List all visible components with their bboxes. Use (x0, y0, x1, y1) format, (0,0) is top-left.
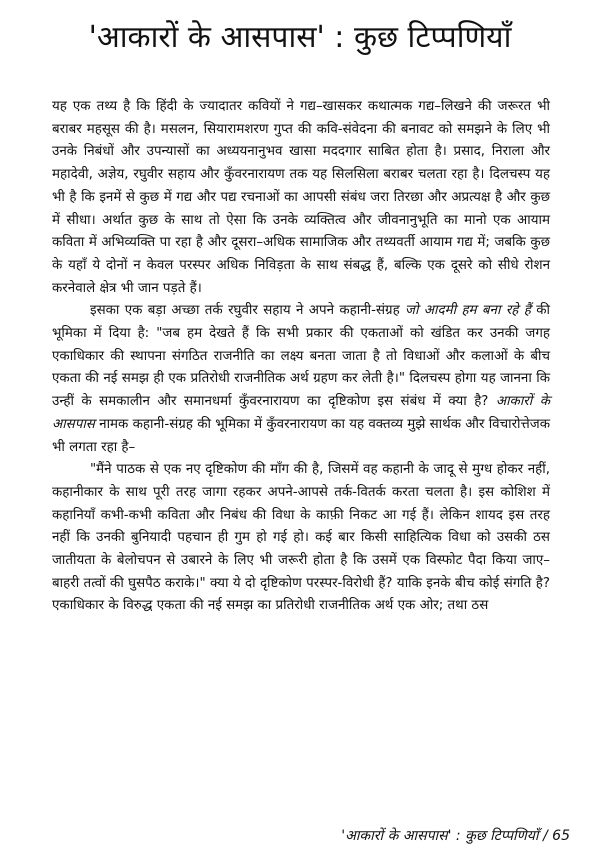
running-title: 'आकारों के आसपास' : कुछ टिप्पणियाँ (341, 828, 539, 844)
footer-separator: / (538, 828, 553, 844)
paragraph-2-text-b: की भूमिका में दिया है: "जब हम देखते हैं कि सभी प्रकार की एकताओं को खंडित कर उनकी जगह एकाधिकार की स्थापना संगठित राजनीति का लक्ष्य बनता जाता है तो विधाओं और कलाओं के बीच एकता की नई समझ ही एक प्रतिरोधी राजनीतिक अर्थ ग्रहण कर लेती है।" दिलचस्प होगा यह जानना कि उन्हीं के समकालीन और समानधर्मा कुँवरनारायण का दृष्टिकोण इस संबंध में क्या है? (52, 303, 550, 410)
page-footer (240, 826, 570, 846)
paragraph-2 (52, 300, 550, 459)
book-title-italic-2: आकारों के आसपास (52, 394, 550, 432)
page-number: 65 (552, 828, 570, 844)
body-text (52, 96, 550, 618)
book-title-italic: जो आदमी हम बना रहे हैं (405, 303, 531, 319)
paragraph-2-text-a: इसका एक बड़ा अच्छा तर्क रघुवीर सहाय ने अपने कहानी-संग्रह (90, 303, 406, 319)
paragraph-1: यह एक तथ्य है कि हिंदी के ज्यादातर कवियों ने गद्य–खासकर कथात्मक गद्य–लिखने की जरूरत भी बराबर महसूस की है। मसलन, सियारामशरण गुप्त की कवि-संवेदना की बनावट को समझने के लिए भी उनके निबंधों और उपन्यासों का अध्ययनानुभव खासा मददगार साबित होता है। प्रसाद, निराला और महादेवी, अज्ञेय, रघुवीर सहाय और कुँवरनारायण तक यह सिलसिला बराबर चलता रहा है। दिलचस्प यह भी है कि इनमें से कुछ में गद्य और पद्य रचनाओं का आपसी संबंध जरा तिरछा और अप्रत्यक्ष है और कुछ में सीधा। अर्थात कुछ के साथ तो ऐसा कि उनके व्यक्तित्व और जीवनानुभूति का मानो एक आयाम कविता में अभिव्यक्ति पा रहा है और दूसरा–अधिक सामाजिक और तथ्यवर्ती आयाम गद्य में; जबकि कुछ के यहाँ ये दोनों न केवल परस्पर अधिक निविड़ता के साथ संबद्ध हैं, बल्कि एक दूसरे को सीधे रोशन करनेवाले क्षेत्र भी जान पड़ते हैं। (52, 99, 550, 296)
paragraph-3: "मैंने पाठक से एक नए दृष्टिकोण की माँग की है, जिसमें वह कहानी के जादू से मुग्ध होकर नहीं, कहानीकार के साथ पूरी तरह जागा रहकर अपने-आपसे तर्क-वितर्क करता चलता है। इस कोशिश में कहानियाँ कभी-कभी कविता और निबंध की विधा के काफ़ी निकट आ गई हैं। लेकिन शायद इस तरह नहीं कि उनकी बुनियादी पहचान ही गुम हो गई हो। कई बार किसी साहित्यिक विधा को उसकी ठस जातीयता के बेलोचपन से उबारने के लिए भी जरूरी होता है कि उसमें एक विस्फोट पैदा किया जाए–बाहरी तत्वों की घुसपैठ कराके।" क्या ये दो दृष्टिकोण परस्पर-विरोधी हैं? याकि इनके बीच कोई संगति है? एकाधिकार के विरुद्ध एकता की नई समझ का प्रतिरोधी राजनीतिक अर्थ एक ओर; तथा ठस (52, 462, 550, 614)
page-title: 'आकारों के आसपास' : कुछ टिप्पणियाँ (88, 20, 512, 55)
paragraph-2-text-c: नामक कहानी-संग्रह की भूमिका में कुँवरनारायण का यह वक्तव्य मुझे सार्थक और विचारोत्तेजक भी लगता रहा है– (52, 416, 550, 455)
